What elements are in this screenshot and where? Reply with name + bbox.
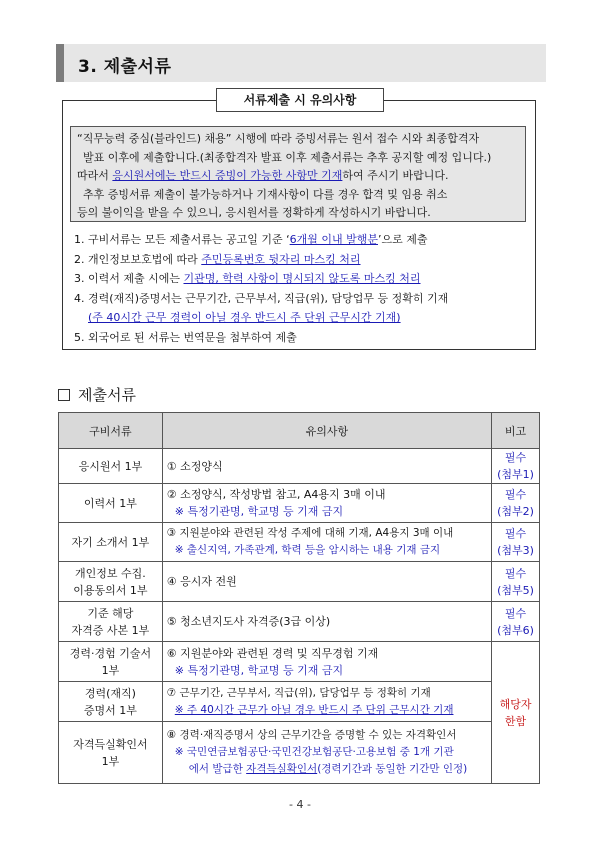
notice-item: 2. 개인정보보호법에 따라 주민등록번호 뒷자리 마스킹 처리 (74, 252, 361, 266)
doc-remark: 필수 (첨부2) (492, 484, 540, 523)
doc-note: ⑦ 근무기간, 근무부서, 직급(위), 담당업무 등 정확히 기재 ※ 주 40시간 근무가 아닐 경우 반드시 주 단위 근무시간 기재 (162, 682, 491, 722)
notice-line: 발표 이후에 제출합니다.(최종합격자 발표 이후 제출서류는 추후 공지할 예정 입니다.) (83, 150, 492, 164)
doc-name: 경력(재직) 증명서 1부 (59, 682, 163, 722)
notice-box (70, 126, 526, 222)
doc-note: ⑤ 청소년지도사 자격증(3급 이상) (162, 602, 491, 642)
docs-table (58, 412, 540, 784)
table-header-row (59, 413, 540, 449)
notice-emphasis: 응시원서에는 반드시 증빙이 가능한 사항만 기재 (112, 169, 343, 182)
table-row (59, 562, 540, 602)
doc-name: 자기 소개서 1부 (59, 523, 163, 562)
table-row (59, 642, 540, 682)
table-row (59, 449, 540, 484)
doc-name: 응시원서 1부 (59, 449, 163, 484)
doc-remark-merged: 해당자 한함 (492, 642, 540, 784)
doc-remark: 필수 (첨부1) (492, 449, 540, 484)
doc-remark: 필수 (첨부5) (492, 562, 540, 602)
table-row (59, 523, 540, 562)
doc-note: ① 소정양식 (162, 449, 491, 484)
table-row (59, 484, 540, 523)
notice-label: 서류제출 시 유의사항 (216, 88, 384, 112)
notice-line: “직무능력 중심(블라인드) 채용” 시행에 따라 증빙서류는 원서 접수 시와 최종합격자 (77, 132, 480, 145)
doc-note: ② 소정양식, 작성방법 참고, A4용지 3매 이내 ※ 특정기관명, 학교명 등 기재 금지 (162, 484, 491, 523)
notice-line: 추후 증빙서류 제출이 불가능하거나 기재사항이 다를 경우 합격 및 임용 취소 (83, 187, 448, 201)
doc-note: ④ 응시자 전원 (162, 562, 491, 602)
notice-line: 등의 불이익을 받을 수 있으니, 응시원서를 정확하게 작성하시기 바랍니다. (77, 206, 431, 219)
doc-note: ⑧ 경력·재직증명서 상의 근무기간을 증명할 수 있는 자격확인서 ※ 국민연금보험공단·국민건강보험공단·고용보험 중 1개 기관 에서 발급한 자격득실확인서(경력기간과 동일한 기간만 인정) (162, 722, 491, 784)
notice-item: 1. 구비서류는 모든 제출서류는 공고일 기준 ‘6개월 이내 발행분’으로 제출 (74, 233, 428, 246)
notice-item: 5. 외국어로 된 서류는 번역문을 첨부하여 제출 (74, 330, 297, 344)
section-header (56, 44, 546, 82)
column-header: 유의사항 (162, 413, 491, 449)
notice-line: 따라서 응시원서에는 반드시 증빙이 가능한 사항만 기재하여 주시기 바랍니다. (77, 169, 449, 182)
doc-name: 이력서 1부 (59, 484, 163, 523)
doc-name: 자격득실확인서 1부 (59, 722, 163, 784)
doc-remark: 필수 (첨부3) (492, 523, 540, 562)
table-row (59, 682, 540, 722)
doc-remark: 필수 (첨부6) (492, 602, 540, 642)
notice-item: (주 40시간 근무 경력이 아닐 경우 반드시 주 단위 근무시간 기재) (88, 311, 401, 324)
column-header: 비고 (492, 413, 540, 449)
notice-list (74, 230, 530, 347)
notice-item: 3. 이력서 제출 시에는 기관명, 학력 사항이 명시되지 않도록 마스킹 처리 (74, 272, 421, 285)
notice-item: 4. 경력(재직)증명서는 근무기간, 근무부서, 직급(위), 담당업무 등 정확히 기재 (74, 291, 449, 305)
doc-note: ⑥ 지원분야와 관련된 경력 및 직무경험 기재 ※ 특정기관명, 학교명 등 기재 금지 (162, 642, 491, 682)
docs-heading: 제출서류 (58, 384, 136, 405)
table-row (59, 602, 540, 642)
doc-name: 개인정보 수집. 이용동의서 1부 (59, 562, 163, 602)
doc-name: 경력·경험 기술서 1부 (59, 642, 163, 682)
page-number: - 4 - (289, 798, 311, 811)
checkbox-square-icon (58, 389, 70, 401)
table-row (59, 722, 540, 784)
column-header: 구비서류 (59, 413, 163, 449)
doc-name: 기준 해당 자격증 사본 1부 (59, 602, 163, 642)
section-title: 3. 제출서류 (78, 57, 172, 77)
doc-note: ③ 지원분야와 관련된 작성 주제에 대해 기재, A4용지 3매 이내 ※ 출신지역, 가족관계, 학력 등을 암시하는 내용 기재 금지 (162, 523, 491, 562)
